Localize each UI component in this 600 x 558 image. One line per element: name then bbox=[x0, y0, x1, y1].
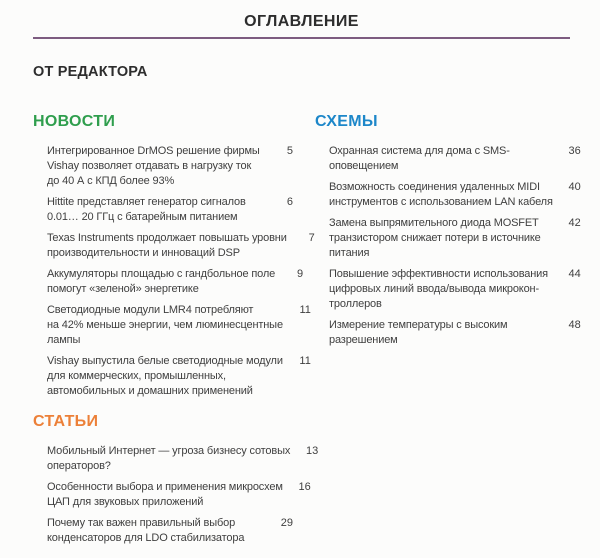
toc-item-page: 9 bbox=[297, 268, 304, 280]
toc-item-page: 42 bbox=[568, 217, 581, 229]
toc-item-page: 29 bbox=[280, 517, 293, 529]
toc-columns bbox=[33, 113, 581, 552]
toc-item-page: 48 bbox=[568, 319, 581, 331]
toc-item-title: Особенности выбора и применения микросхем ЦАП для звуковых приложений bbox=[47, 481, 283, 508]
toc-item bbox=[329, 144, 581, 174]
news-items bbox=[33, 144, 315, 399]
toc-item-page: 11 bbox=[299, 355, 311, 367]
toc-item bbox=[329, 267, 581, 312]
toc-item-title: Интегрированное DrMOS решение фирмы Vishay позволяет отдавать в нагрузку ток до 40 А с КПД более 93% bbox=[47, 145, 260, 187]
toc-item-page: 16 bbox=[298, 481, 311, 493]
toc-item-page: 11 bbox=[299, 304, 311, 316]
toc-item bbox=[47, 444, 319, 474]
news-heading: НОВОСТИ bbox=[33, 113, 116, 130]
toc-item-page: 40 bbox=[568, 181, 581, 193]
toc-item bbox=[329, 318, 581, 348]
toc-item bbox=[47, 144, 293, 189]
toc-item-page: 44 bbox=[568, 268, 581, 280]
toc-item-page: 36 bbox=[568, 145, 581, 157]
toc-item-title: Измерение температуры с высоким разрешением bbox=[329, 319, 508, 346]
toc-item bbox=[329, 216, 581, 261]
toc-item bbox=[329, 180, 581, 210]
toc-item-title: Возможность соединения удаленных MIDI инструментов с использованием LAN кабеля bbox=[329, 181, 553, 208]
toc-item-title: Hittite представляет генератор сигналов 0.01… 20 ГГц с батарейным питанием bbox=[47, 196, 246, 223]
toc-item-title: Vishay выпустила белые светодиодные модули для коммерческих, промышленных, автомобильных и домашних применений bbox=[47, 355, 283, 397]
toc-item-page: 13 bbox=[305, 445, 319, 457]
toc-item-title: Аккумуляторы площадью с гандбольное поле помогут «зеленой» энергетике bbox=[47, 268, 276, 295]
column-gap bbox=[293, 113, 315, 552]
toc-item bbox=[47, 303, 311, 348]
toc-item-title: Почему так важен правильный выбор конденсаторов для LDO стабилизатора bbox=[47, 517, 245, 544]
news-section bbox=[33, 113, 315, 399]
toc-item bbox=[47, 195, 293, 225]
toc-item-title: Светодиодные модули LMR4 потребляют на 42% меньше энергии, чем люминесцентные лампы bbox=[47, 304, 283, 346]
toc-item-page: 7 bbox=[308, 232, 315, 244]
toc-item bbox=[47, 231, 315, 261]
toc-item bbox=[47, 480, 311, 510]
toc-item-page: 5 bbox=[286, 145, 293, 157]
schemes-section bbox=[315, 113, 581, 348]
schemes-items bbox=[315, 144, 581, 348]
editor-section-heading: ОТ РЕДАКТОРА bbox=[33, 64, 148, 80]
toc-item-title: Повышение эффективности использования цифровых линий ввода/вывода микрокон- троллеров bbox=[329, 268, 548, 310]
toc-item-title: Texas Instruments продолжает повышать уровни производительности и инноваций DSP bbox=[47, 232, 287, 259]
schemes-heading: СХЕМЫ bbox=[315, 113, 378, 130]
articles-section bbox=[33, 413, 319, 546]
toc-item-page: 6 bbox=[286, 196, 293, 208]
toc-item bbox=[47, 354, 311, 399]
articles-heading: СТАТЬИ bbox=[33, 413, 99, 430]
left-column bbox=[33, 113, 319, 552]
toc-item-title: Охранная система для дома с SMS- оповещением bbox=[329, 145, 510, 172]
right-column bbox=[315, 113, 581, 552]
title-rule bbox=[33, 37, 570, 39]
toc-item-title: Замена выпрямительного диода MOSFET транзистором снижает потери в источнике питания bbox=[329, 217, 541, 259]
toc-item bbox=[47, 267, 304, 297]
page-title: ОГЛАВЛЕНИЕ bbox=[244, 13, 359, 30]
articles-items bbox=[33, 444, 319, 546]
toc-item bbox=[47, 516, 293, 546]
toc-item-title: Мобильный Интернет — угроза бизнесу сотовых операторов? bbox=[47, 445, 291, 472]
